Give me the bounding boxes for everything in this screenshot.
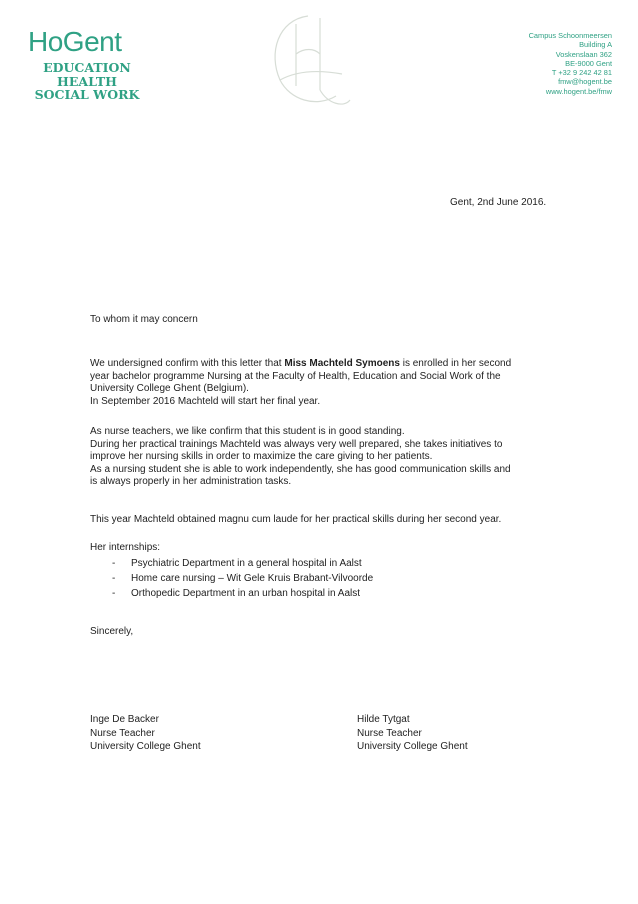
list-item bbox=[112, 556, 373, 571]
hogent-logo bbox=[28, 27, 146, 102]
contact-campus: Campus Schoonmeersen bbox=[528, 31, 612, 40]
student-name: Miss Machteld Symoens bbox=[284, 358, 400, 369]
paragraph-line: improve her nursing skills in order to maximize the care giving to her patients. bbox=[90, 451, 433, 462]
logo-subtitle bbox=[28, 61, 146, 102]
bullet-dash: - bbox=[112, 588, 116, 599]
list-item bbox=[112, 571, 373, 586]
paragraph-line: University College Ghent (Belgium). bbox=[90, 383, 249, 394]
closing-text: Sincerely, bbox=[90, 626, 134, 637]
paragraph-enrollment bbox=[90, 358, 560, 408]
paragraph-line: As a nursing student she is able to work independently, she has good communication skills and bbox=[90, 463, 511, 475]
contact-street: Voskenslaan 362 bbox=[555, 49, 612, 59]
contact-email: fmw@hogent.be bbox=[558, 77, 612, 87]
hogent-emblem-watermark bbox=[258, 8, 358, 118]
contact-block bbox=[529, 31, 612, 96]
contact-city: BE-9000 Gent bbox=[565, 58, 612, 68]
signatory-role: Nurse Teacher bbox=[90, 727, 155, 739]
signatory-org: University College Ghent bbox=[90, 741, 201, 752]
logo-line-education: EDUCATION bbox=[43, 60, 131, 75]
internships-section bbox=[90, 542, 560, 555]
signatory-left bbox=[90, 713, 201, 754]
closing bbox=[90, 626, 560, 639]
paragraph-line: In September 2016 Machteld will start her final year. bbox=[90, 395, 321, 407]
bullet-dash: - bbox=[112, 573, 116, 584]
paragraph-line bbox=[90, 358, 560, 371]
logo-wordmark: HoGent bbox=[28, 26, 122, 57]
paragraph-line: This year Machteld obtained magnu cum laude for her practical skills during her second year. bbox=[90, 514, 502, 525]
bullet-dash: - bbox=[112, 558, 116, 569]
logo-line-social-work: SOCIAL WORK bbox=[34, 87, 140, 102]
contact-building: Building A bbox=[579, 40, 612, 50]
internship-text: Orthopedic Department in an urban hospital in Aalst bbox=[131, 588, 361, 599]
signatory-org: University College Ghent bbox=[357, 741, 468, 752]
logo-line-health: HEALTH bbox=[57, 73, 117, 89]
salutation-text: To whom it may concern bbox=[90, 314, 198, 325]
signatory-name: Hilde Tytgat bbox=[357, 714, 410, 725]
contact-phone: T +32 9 242 42 81 bbox=[551, 68, 612, 78]
internships-list bbox=[112, 556, 373, 601]
paragraph-line: is always properly in her administration tasks. bbox=[90, 476, 292, 487]
paragraph-line: As nurse teachers, we like confirm that this student is in good standing. bbox=[90, 426, 405, 437]
signatory-name: Inge De Backer bbox=[90, 714, 159, 725]
paragraph-line: During her practical trainings Machteld was always very well prepared, she takes initiatives to bbox=[90, 438, 503, 450]
salutation bbox=[90, 314, 560, 327]
signatory-right bbox=[357, 713, 468, 754]
contact-website: www.hogent.be/fmw bbox=[545, 86, 612, 96]
list-item bbox=[112, 586, 373, 601]
paragraph-standing bbox=[90, 426, 560, 489]
signatory-role: Nurse Teacher bbox=[357, 727, 422, 739]
text-span: We undersigned confirm with this letter that bbox=[90, 358, 285, 369]
text-span: is enrolled in her second bbox=[399, 358, 512, 369]
letter-date: Gent, 2nd June 2016. bbox=[450, 197, 547, 208]
internships-heading: Her internships: bbox=[90, 542, 161, 553]
paragraph-line: year bachelor programme Nursing at the Faculty of Health, Education and Social Work of the bbox=[90, 370, 501, 382]
internship-text: Psychiatric Department in a general hospital in Aalst bbox=[131, 558, 362, 569]
paragraph-achievement bbox=[90, 514, 560, 527]
internship-text: Home care nursing – Wit Gele Kruis Brabant-Vilvoorde bbox=[131, 573, 374, 584]
